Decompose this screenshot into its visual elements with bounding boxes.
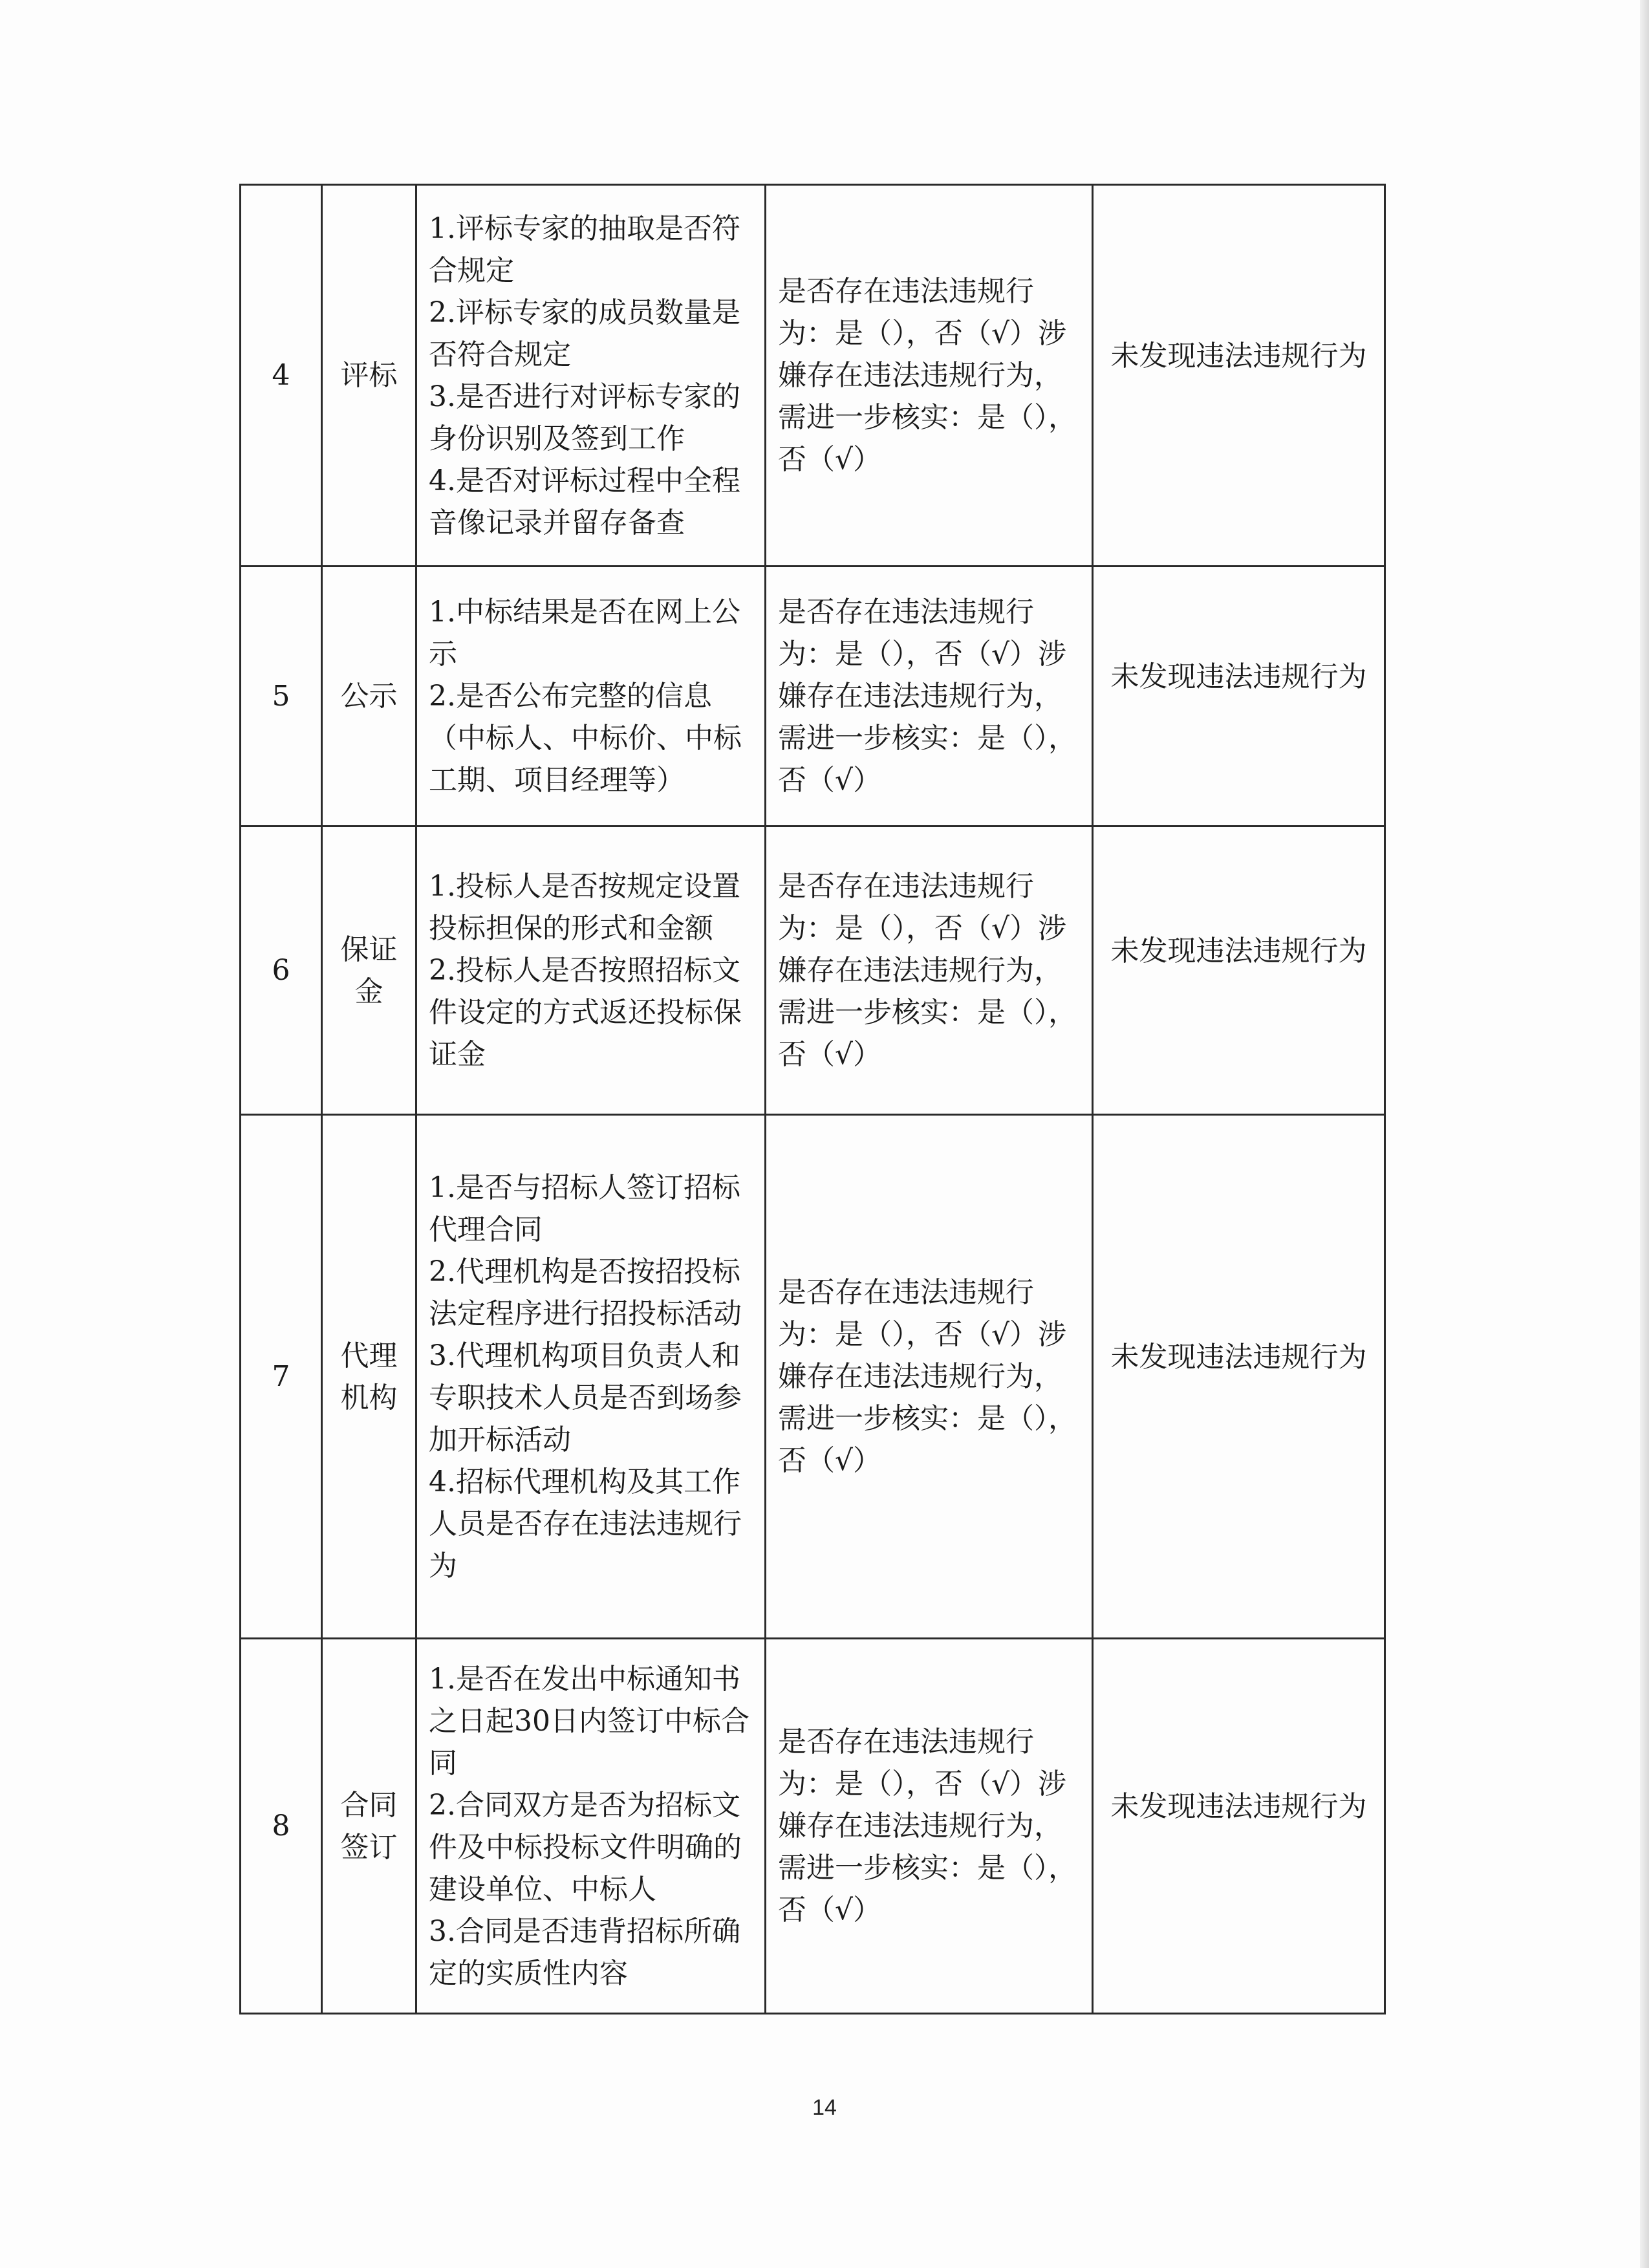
list-item: 3.代理机构项目负责人和专职技术人员是否到场参加开标活动 [429,1339,742,1456]
list-item: 1.中标结果是否在网上公示 [429,596,740,671]
list-item: 3.是否进行对评标专家的身份识别及签到工作 [429,380,740,455]
table-row [241,1115,1385,1639]
row-category: 评标 [322,185,416,567]
row-check: 是否存在违法违规行为：是（），否（√）涉嫌存在违法违规行为，需进一步核实：是（），否（√） [766,567,1093,826]
row-number: 8 [241,1639,322,2014]
table-row [241,826,1385,1115]
table-row [241,185,1385,567]
list-item: 1.评标专家的抽取是否符合规定 [429,211,740,287]
row-number: 4 [241,185,322,567]
row-items [416,1639,766,2014]
row-check: 是否存在违法违规行为：是（），否（√）涉嫌存在违法违规行为，需进一步核实：是（），否（√） [766,826,1093,1115]
row-category: 公示 [322,567,416,826]
list-item: 2.代理机构是否按招投标法定程序进行招投标活动 [429,1255,742,1330]
list-item: 1.投标人是否按规定设置投标担保的形式和金额 [429,870,740,945]
list-item: 4.是否对评标过程中全程音像记录并留存备查 [429,464,740,539]
row-items [416,826,766,1115]
inspection-table [239,184,1386,2014]
list-item: 2.是否公布完整的信息（中标人、中标价、中标工期、项目经理等） [429,680,742,797]
row-category: 合同签订 [322,1639,416,2014]
row-category: 保证金 [322,826,416,1115]
row-number: 7 [241,1115,322,1639]
list-item: 1.是否在发出中标通知书之日起30日内签订中标合同 [429,1662,749,1780]
row-number: 5 [241,567,322,826]
row-items [416,1115,766,1639]
row-items [416,567,766,826]
list-item: 1.是否与招标人签订招标代理合同 [429,1171,740,1246]
row-check: 是否存在违法违规行为：是（），否（√）涉嫌存在违法违规行为，需进一步核实：是（），否（√） [766,1115,1093,1639]
list-item: 2.评标专家的成员数量是否符合规定 [429,296,740,371]
list-item: 3.合同是否违背招标所确定的实质性内容 [429,1914,740,1990]
page-number: 14 [812,2095,837,2120]
list-item: 2.合同双方是否为招标文件及中标投标文件明确的建设单位、中标人 [429,1788,742,1906]
scan-edge [1640,0,1649,2268]
row-result: 未发现违法违规行为 [1093,1115,1385,1639]
row-check: 是否存在违法违规行为：是（），否（√）涉嫌存在违法违规行为，需进一步核实：是（），否（√） [766,1639,1093,2014]
row-check: 是否存在违法违规行为：是（），否（√）涉嫌存在违法违规行为，需进一步核实：是（），否（√） [766,185,1093,567]
row-result: 未发现违法违规行为 [1093,1639,1385,2014]
row-result: 未发现违法违规行为 [1093,826,1385,1115]
row-number: 6 [241,826,322,1115]
table-row [241,567,1385,826]
list-item: 4.招标代理机构及其工作人员是否存在违法违规行为 [429,1465,742,1582]
table-row [241,1639,1385,2014]
row-category: 代理机构 [322,1115,416,1639]
row-items [416,185,766,567]
list-item: 2.投标人是否按照招标文件设定的方式返还投标保证金 [429,954,742,1071]
row-result: 未发现违法违规行为 [1093,185,1385,567]
row-result: 未发现违法违规行为 [1093,567,1385,826]
